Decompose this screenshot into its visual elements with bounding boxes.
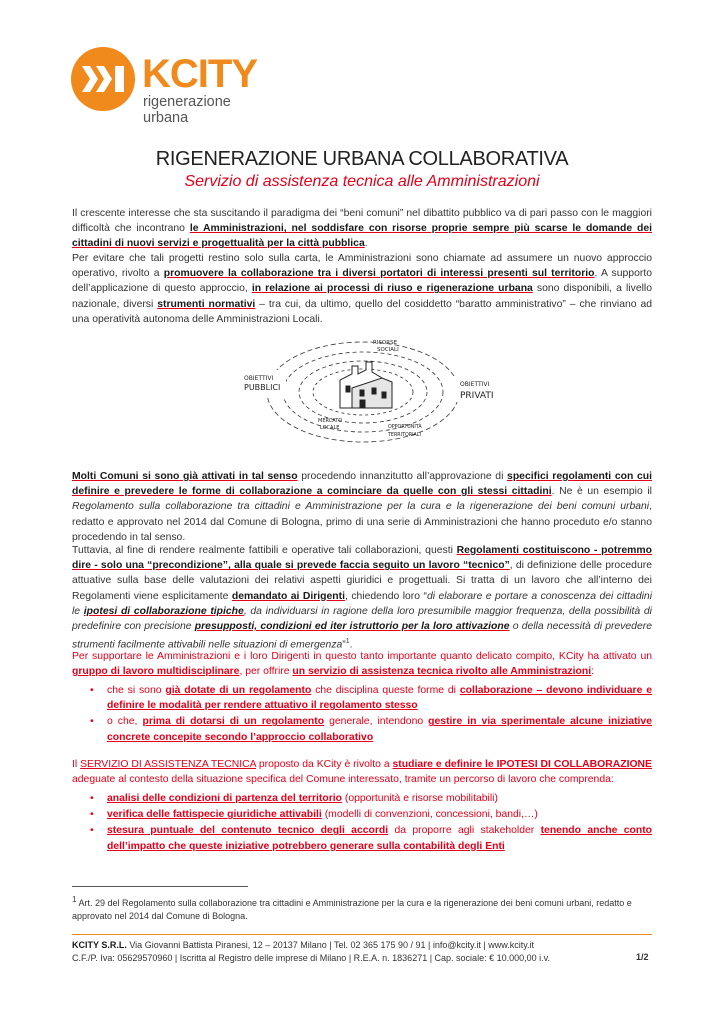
bullet-dot-icon: •	[90, 793, 94, 804]
text-run: .	[349, 639, 353, 651]
diagram-label-mercato-2: LOCALE	[320, 425, 340, 431]
text-run-italic: di elaborare e portare a conoscenza dei cittadini le	[72, 590, 653, 617]
service-paragraph	[72, 757, 652, 787]
bullet-dot-icon: •	[90, 716, 94, 728]
work-path-bullet-list	[90, 791, 652, 855]
footer-company: KCITY S.R.L.	[72, 940, 127, 950]
text-run-bold: verifica delle fattispecie giuridiche attivabili	[107, 809, 322, 821]
text-run-bold: analisi delle condizioni di partenza del territorio	[107, 793, 342, 804]
text-run-bold-italic: presupposti, condizioni ed iter istruttorio per la loro attivazione	[194, 621, 510, 633]
municipalities-paragraph	[72, 469, 652, 545]
footnote-divider	[72, 886, 248, 887]
text-run-bold: Regolamenti costituiscono - potremmo dire - solo una “precondizione”, alla quale si prevede faccia seguito un lavoro “tecnico”	[72, 545, 652, 572]
text-run: Per supportare le Amministrazioni e i loro Dirigenti in questo tanto importante quanto delicato compito, KCity ha attivato un	[72, 651, 652, 662]
text-run: Tuttavia, al fine di rendere realmente fattibili e operative tali collaborazioni, questi	[72, 545, 457, 556]
text-run: ”	[342, 639, 346, 651]
text-run: , chiedendo loro “	[345, 590, 427, 602]
text-run: (modelli di convenzioni, concessioni, bandi,…)	[321, 809, 538, 821]
text-run-bold: collaborazione – devono individuare e definire le modalità per rendere attuativo il regolamento stesso	[107, 685, 653, 712]
footer-line-1	[72, 939, 652, 952]
text-run: Per evitare che tali progetti restino solo sulla carta, le Amministrazioni sono chiamate ad assumere un nuovo approccio operativo, rivolto a	[72, 253, 652, 280]
kcity-support-paragraph	[72, 649, 652, 679]
text-run-bold: promuovere la collaborazione tra i diversi portatori di interessi presenti sul territorio	[163, 268, 595, 280]
diagram-label-opportunita-1: OPPORTUNITÀ	[388, 425, 422, 430]
list-item	[90, 823, 652, 853]
text-run: generale, intendono	[324, 716, 429, 728]
administrations-bullet-list	[90, 683, 652, 746]
text-run: che disciplina queste forme di	[311, 685, 460, 696]
text-run: , di definizione delle procedure attuative sulla base delle valutazioni dei relativi aspetti giuridici e progettuali. Si tratta di un lavoro che all’interno dei Regolamenti viene esplicitamente	[72, 560, 652, 602]
text-run-bold: studiare e definire le IPOTESI DI COLLABORAZIONE	[392, 759, 652, 770]
text-run: , redatto e approvato nel 2014 dal Comune di Bologna, primo di una serie di Amministrazioni che hanno proceduto e/o stanno procedendo in tal senso.	[72, 501, 652, 543]
document-subtitle: Servizio di assistenza tecnica alle Amministrazioni	[184, 173, 540, 190]
text-run: o che,	[107, 716, 143, 728]
text-run-bold: Molti Comuni si sono già attivati in tal senso	[72, 471, 298, 482]
diagram-label-risorse-1: RISORSE	[373, 340, 398, 346]
text-run: sono disponibili, a livello nazionale, diversi	[72, 283, 652, 310]
footer-line-2: C.F./P. Iva: 05629570960 | Iscritta al Registro delle imprese di Milano | R.E.A. n. 1836271 | Cap. sociale: € 10.000,00 i.v.	[72, 953, 550, 963]
text-run: adeguate al contesto della situazione specifica del Comune interessato, tramite un percorso di lavoro che comprenda:	[72, 774, 614, 786]
diagram-label-mercato-1: MERCATO	[318, 418, 343, 424]
text-run-bold: le Amministrazioni, nel soddisfare con risorse proprie sempre più scarse le domande dei cittadini di nuovi servizi e progettualità per la città pubblica	[72, 223, 653, 250]
text-run: Il crescente interesse che sta suscitando il paradigma dei “beni comuni” nel dibattito pubblico va di pari passo con le maggiori difficoltà che incontrano	[72, 208, 652, 235]
bullet-dot-icon: •	[90, 825, 94, 837]
text-run: , per offrire	[239, 666, 293, 678]
text-run-italic: o della necessità di prevedere strumenti facilmente attivabili nelle situazioni di emergenza	[72, 621, 652, 651]
text-run: . A supporto dell’applicazione di questo approccio,	[72, 268, 652, 295]
text-run-bold-italic: ipotesi di collaborazione tipiche	[83, 605, 244, 617]
text-run-bold: strumenti normativi	[157, 298, 256, 310]
logo-wordmark: KCITY	[142, 52, 257, 96]
text-run-bold: prima di dotarsi di un regolamento	[142, 716, 325, 728]
factory-icon	[340, 362, 392, 408]
document-title: RIGENERAZIONE URBANA COLLABORATIVA	[155, 148, 569, 170]
regulations-paragraph	[72, 543, 652, 653]
text-run-bold: specifici regolamenti con cui definire e prevedere le forme di collaborazione a cominciare da quelle con gli stessi cittadini	[72, 471, 652, 498]
diagram-label-pubblici-2: PUBBLICI	[244, 383, 281, 392]
footer-address: Via Giovanni Battista Piranesi, 12 – 20137 Milano | Tel. 02 365 175 90 / 91 | info@kcity.it | www.kcity.it	[126, 940, 535, 950]
text-run-bold: in relazione ai processi di riuso e rigenerazione urbana	[251, 283, 533, 295]
page-footer	[72, 939, 652, 965]
footnote-text: Art. 29 del Regolamento sulla collaborazione tra cittadini e Amministrazione per la cura e la rigenerazione dei beni comuni urbani, redatto e approvato nel 2014 dal Comune di Bologna.	[72, 898, 632, 921]
text-run: :	[591, 666, 594, 678]
bullet-dot-icon: •	[90, 809, 94, 821]
diagram-label-pubblici-1: OBIETTIVI	[244, 375, 274, 382]
text-run-bold: un servizio di assistenza tecnica rivolto alle Amministrazioni	[292, 666, 592, 678]
diagram-label-privati-2: PRIVATI	[460, 391, 494, 401]
list-item	[90, 807, 652, 822]
list-item	[90, 683, 652, 713]
footnote-number: 1	[72, 895, 77, 904]
page-number: 1/2	[636, 952, 649, 962]
text-run: .	[364, 238, 368, 250]
text-run-bold: già dotate di un regolamento	[165, 685, 312, 696]
text-run: Il	[72, 759, 81, 770]
footnote	[72, 893, 652, 923]
text-run: – tra cui, da ultimo, quello del cosiddetto “baratto amministrativo” – che rinviano ad una operatività autonoma delle Amministrazioni Locali.	[72, 298, 653, 325]
intro-paragraph	[72, 206, 652, 252]
diagram-label-opportunita-2: TERRITORIALI	[388, 433, 421, 438]
text-run-underlined: SERVIZIO DI ASSISTENZA TECNICA	[80, 759, 256, 770]
diagram-label-privati-1: OBIETTIVI	[460, 381, 490, 388]
footnote-ref: 1	[345, 638, 350, 646]
text-run-bold: stesura puntuale del contenuto tecnico degli accordi	[107, 825, 389, 837]
text-run-italic: , da individuarsi in ragione della loro presumibile maggior frequenza, della possibilità di predefinire con precisione	[72, 605, 652, 633]
text-run-italic: Regolamento sulla collaborazione tra cittadini e Amministrazione per la cura e la rigenerazione dei beni comuni urbani	[72, 501, 650, 513]
text-run-bold: tenendo anche conto dell’impatto che queste iniziative potrebbero generare sulla contabilità degli Enti	[107, 825, 652, 852]
text-run: . Ne è un esempio il	[551, 486, 652, 498]
bullet-dot-icon: •	[90, 685, 94, 696]
logo-tagline: rigenerazione urbana	[143, 94, 231, 126]
text-run: da proporre agli stakeholder	[388, 825, 541, 837]
text-run-bold: demandato ai Dirigenti	[231, 590, 346, 602]
diagram-label-risorse-2: SOCIALI	[377, 347, 399, 353]
kcity-logo	[70, 46, 270, 126]
approach-paragraph	[72, 251, 652, 327]
list-item	[90, 791, 652, 806]
logo-circle-icon	[70, 46, 136, 112]
text-run: che si sono	[107, 685, 166, 696]
collaboration-diagram	[222, 330, 504, 452]
list-item	[90, 714, 652, 744]
text-run: (opportunità e risorse mobilitabili)	[342, 793, 498, 804]
text-run: proposto da KCity è rivolto a	[255, 759, 393, 770]
text-run-bold: gruppo di lavoro multidisciplinare	[72, 666, 240, 678]
text-run-bold: gestire in via sperimentale alcune iniziative concrete concepite secondo l’approccio collaborativo	[107, 716, 652, 743]
footer-divider	[72, 934, 652, 935]
text-run: procedendo innanzitutto all’approvazione di	[297, 471, 508, 482]
